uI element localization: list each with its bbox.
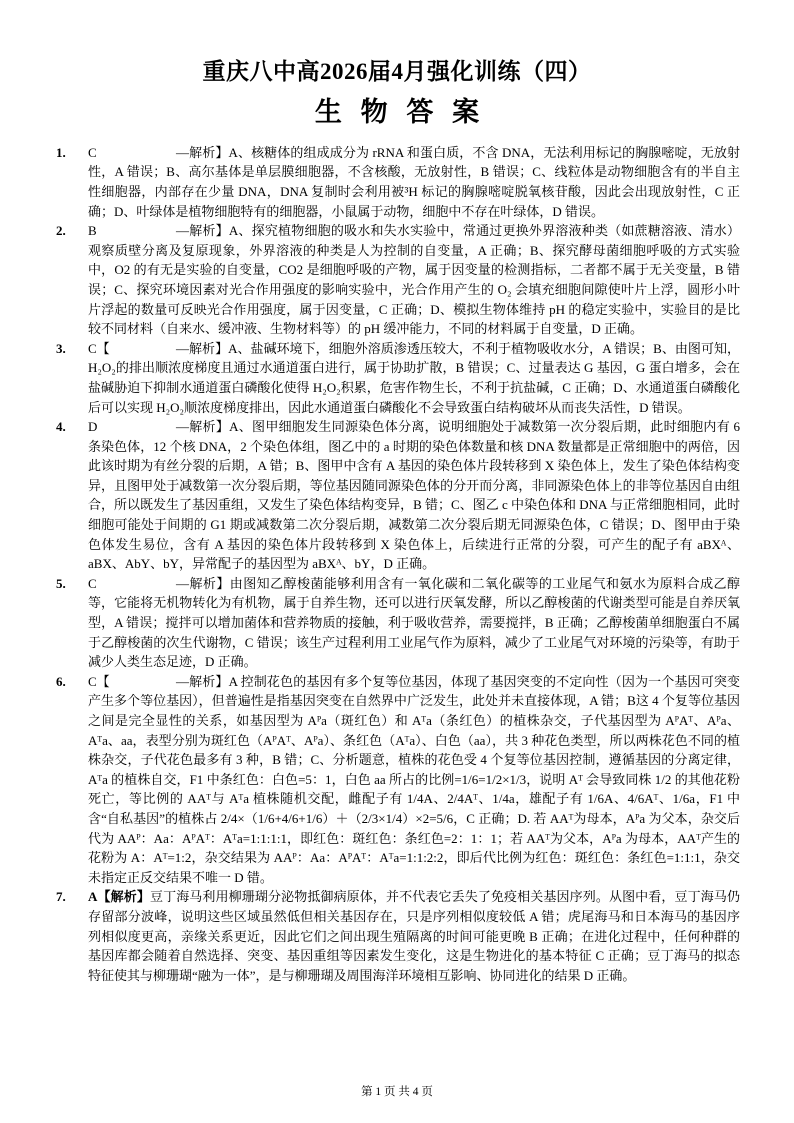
item-number: 5. <box>56 575 66 591</box>
analysis-label: —解析】 <box>176 144 229 160</box>
item-answer: B <box>88 223 97 239</box>
analysis-text: A、盐碱环境下，细胞外溶质渗透压较大，不利于植物吸收水分，A 错误；B、由图可知，H₂O₂的排出顺浓度梯度且通过水通道蛋白进行，属于协助扩散，B 错误；C、过量表达 G 基因，G 蛋白增多，会在盐碱胁迫下抑制水通道蛋白磷酸化使得 H₂O₂积累，危害作物生长，不利于抗盐碱，C 正确；D、水通道蛋白磷酸化后可以实现 H₂O₂顺浓度梯度排出，因此水通道蛋白磷酸化不会导致蛋白结构破坏从而丧失活性，D 错误。 <box>88 340 740 415</box>
item-answer: C【 <box>88 340 110 356</box>
answer-item-7 <box>54 887 740 985</box>
analysis-text: A、图甲细胞发生同源染色体分离，说明细胞处于减数第一次分裂后期，此时细胞内有 6 条染色体，12 个核 DNA，2 个染色体组，图乙中的 a 时期的染色体数量和核 DNA 数量都是正常细胞中的两倍，因此该时期为有丝分裂的后期，A 错；B、图甲中含有 A 基因的染色体片段转移到 X 染色体上，发生了染色体结构变异，且图甲处于减数第一次分裂后期，等位基因随同源染色体的分开而分离，非同源染色体上的非等位基因自由组合，所以既发生了基因重组，又发生了染色体结构变异，B 错；C、图乙 c 中染色体和 DNA 与正常细胞相同，此时细胞可能处于间期的 G1 期或减数第二次分裂后期，减数第二次分裂后期无同源染色体，C 错误；D、图甲由于染色体发生易位，含有 A 基因的染色体片段转移到 X 染色体上，后续进行正常的分裂，可产生的配子有 aBXᴬ、aBX、AbY、bY，异常配子的基因型为 aBXᴬ、bY，D 正确。 <box>88 419 740 572</box>
item-answer: D <box>88 419 98 435</box>
analysis-text: A、核糖体的组成成分为 rRNA 和蛋白质，不含 DNA，无法利用标记的胸腺嘧啶，无放射性，A 错误；B、高尔基体是单层膜细胞器，不含核酸，无放射性，B 错误；C、线粒体是动物细胞含有的半自主性细胞器，内部存在少量 DNA，DNA 复制时会利用被³H 标记的胸腺嘧啶脱氧核苷酸，因此会出现放射性，C 正确；D、叶绿体是植物细胞特有的细胞器，小鼠属于动物，细胞中不存在叶绿体，D 错误。 <box>88 144 740 219</box>
item-number: 1. <box>56 144 66 160</box>
analysis-text: A、探究植物细胞的吸水和失水实验中，常通过更换外界溶液种类（如蔗糖溶液、清水）观察质壁分离及复原现象，外界溶液的种类是人为控制的自变量，A 正确；B、探究酵母菌细胞呼吸的方式实验中，O2 的有无是实验的自变量，CO2 是细胞呼吸的产物，属于因变量的检测指标，二者都不属于无关变量，B 错误；C、探究环境因素对光合作用强度的影响实验中，光合作用产生的 O₂ 会填充细胞间隙使叶片上浮，圆形小叶片浮起的数量可反映光合作用强度，属于因变量，C 正确；D、模拟生物体维持 pH 的稳定实验中，实验目的是比较不同材料（自来水、缓冲液、生物材料等）的 pH 缓冲能力，不同的材料属于自变量，D 正确。 <box>88 223 740 337</box>
analysis-label: —解析】 <box>176 340 229 356</box>
answer-item-4 <box>54 417 740 574</box>
analysis-label: —解析】 <box>176 575 230 591</box>
answer-item-6 <box>54 672 740 888</box>
analysis-label: —解析】 <box>176 419 230 435</box>
analysis-text: 由图知乙醇梭菌能够利用含有一氧化碳和二氧化碳等的工业尾气和氨水为原料合成乙醇等，它能将无机物转化为有机物，属于自养生物，还可以进行厌氧发酵，所以乙醇梭菌的代谢类型可能是自养厌氧型，A 错误；搅拌可以增加菌体和营养物质的接触，利于吸收营养，需要搅拌，B 正确；乙醇梭菌单细胞蛋白不属于乙醇梭菌的次生代谢物，C 错误；该生产过程利用工业尾气作为原料，减少了工业尾气对环境的污染等，有助于减少人类生态足迹，D 正确。 <box>88 575 740 670</box>
answer-item-3 <box>54 339 740 417</box>
item-number: 6. <box>56 673 66 689</box>
item-number: 7. <box>56 889 66 905</box>
answer-item-2 <box>54 221 740 339</box>
analysis-text: A 控制花色的基因有多个复等位基因，体现了基因突变的不定向性（因为一个基因可突变产生多个等位基因），但普遍性是指基因突变在自然界中广泛发生，此处并未直接体现，A 错；B这 4 个复等位基因之间是完全显性的关系，如基因型为 Aᴾa（斑红色）和 Aᵀa（条红色）的植株杂交，子代基因型为 AᴾAᵀ、Aᴾa、Aᵀa、aa，表型分别为斑红色（AᴾAᵀ、Aᴾa）、条红色（Aᵀa）、白色（aa），共 3 种花色类型，所以两株花色不同的植株杂交，子代花色最多有 3 种，B 错；C、分析题意，植株的花色受 4 个复等位基因控制，遵循基因的分离定律，Aᵀa 的植株自交，F1 中条红色：白色=5：1，白色 aa 所占的比例=1/6=1/2×1/3，说明 Aᵀ 会导致同株 1/2 的其他花粉死亡，等比例的 AAᵀ与 Aᵀa 植株随机交配，雌配子有 1/4A、2/4Aᵀ、1/4a，雄配子有 1/6A、4/6Aᵀ、1/6a，F1 中含“自私基因”的植株占 2/4×（1/6+4/6+1/6）＋（2/3×1/4）×2=5/6，C 正确；D. 若 AAᵀ为母本，Aᴾa 为父本，杂交后代为 AAᴾ：Aa：AᴾAᵀ：Aᵀa=1:1:1:1，即红色：斑红色：条红色=2：1：1；若 AAᵀ为父本，Aᴾa 为母本，AAᵀ产生的花粉为 A：Aᵀ=1:2，杂交结果为 AAᴾ：Aa：AᴾAᵀ：Aᵀa=1:1:2:2，即后代比例为红色：斑红色：条红色=1:1:1，杂交未指定正反交结果不唯一 D 错。 <box>88 673 740 885</box>
answer-item-1 <box>54 143 740 221</box>
analysis-label: 【解析】 <box>97 889 150 905</box>
item-number: 2. <box>56 223 66 239</box>
item-answer: C <box>88 575 97 591</box>
item-answer: C【 <box>88 673 110 689</box>
analysis-label: —解析】 <box>176 673 229 689</box>
answer-list <box>54 143 740 986</box>
analysis-text: 豆丁海马利用柳珊瑚分泌物抵御病原体，并不代表它丢失了免疫相关基因序列。从图中看，豆丁海马仍存留部分波峰，说明这些区域虽然低但相关基因存在，只是序列相似度较低 A 错；虎尾海马和日本海马的基因序列相似度更高，亲缘关系更近，因此它们之间出现生殖隔离的时间可能更晚 B 正确；在进化过程中，任何种群的基因库都会随着自然选择、突变、基因重组等因素发生变化，这是生物进化的基本特征 C 正确；豆丁海马的拟态特征使其与柳珊瑚“融为一体”，是与柳珊瑚及周围海洋环境相互影响、协同进化的结果 D 正确。 <box>88 889 740 983</box>
item-answer: A <box>88 889 98 905</box>
page-number: 第 1 页 共 4 页 <box>361 1086 433 1098</box>
document-subtitle: 生 物 答 案 <box>314 97 486 128</box>
item-number: 4. <box>56 419 66 435</box>
document-title: 重庆八中高2026届4月强化训练（四） <box>202 59 592 84</box>
analysis-label: —解析】 <box>176 223 229 239</box>
answer-item-5 <box>54 574 740 672</box>
item-answer: C <box>88 144 97 160</box>
item-number: 3. <box>56 340 66 356</box>
